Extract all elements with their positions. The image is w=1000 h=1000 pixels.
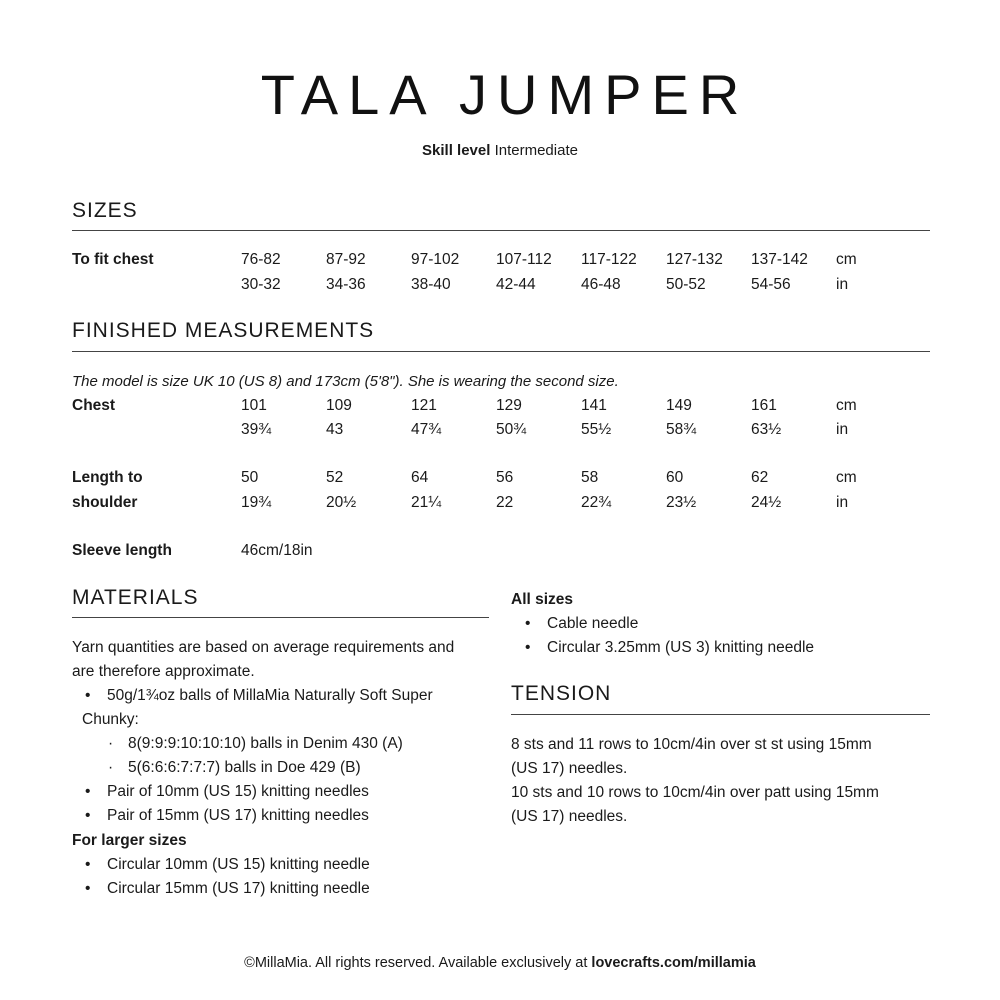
tension-line: 10 sts and 10 rows to 10cm/4in over patt using 15mm	[511, 784, 879, 801]
yarn-denim-item: · 8(9:9:9:10:10:10) balls in Denim 430 (A)	[128, 732, 403, 756]
size-cm-cell: 76-82	[241, 251, 281, 268]
chest-in-cell: 58¾	[666, 421, 697, 438]
size-in-cell: 46-48	[581, 276, 621, 293]
chest-label: Chest	[72, 397, 116, 414]
chest-unit-cm: cm	[836, 397, 857, 414]
model-note: The model is size UK 10 (US 8) and 173cm (5'8"). She is wearing the second size.	[72, 373, 619, 390]
sleeve-length-label: Sleeve length	[72, 542, 172, 559]
length-cm-cell: 50	[241, 469, 259, 486]
to-fit-chest-label: To fit chest	[72, 251, 154, 268]
size-cm-cell: 87-92	[326, 251, 366, 268]
size-in-cell: 50-52	[666, 276, 706, 293]
yarn-doe-item: · 5(6:6:6:7:7:7) balls in Doe 429 (B)	[128, 756, 361, 780]
length-in-cell: 24½	[751, 494, 782, 511]
all-sizes-item: • Cable needle	[547, 612, 638, 636]
materials-divider	[72, 617, 489, 618]
chest-unit-in: in	[836, 421, 849, 438]
size-cm-cell: 97-102	[411, 251, 460, 268]
chest-in-cell: 43	[326, 421, 344, 438]
skill-level-value: Intermediate	[494, 142, 578, 159]
footer	[0, 955, 1000, 971]
chest-in-cell: 55½	[581, 421, 612, 438]
materials-intro-line1: Yarn quantities are based on average requirements and	[72, 639, 455, 656]
size-in-cell: 38-40	[411, 276, 451, 293]
chest-cm-cell: 149	[666, 397, 692, 414]
larger-size-item: • Circular 10mm (US 15) knitting needle	[107, 853, 370, 877]
chest-in-cell: 39¾	[241, 421, 272, 438]
size-cm-cell: 137-142	[751, 251, 808, 268]
chest-in-cell: 50¾	[496, 421, 527, 438]
length-label-line1: Length to	[72, 469, 143, 486]
sizes-unit-in: in	[836, 276, 849, 293]
needle-item: • Pair of 15mm (US 17) knitting needles	[107, 804, 369, 828]
length-cm-cell: 52	[326, 469, 344, 486]
larger-sizes-heading: For larger sizes	[72, 832, 187, 849]
copyright-text: ©MillaMia. All rights reserved. Available exclusively at	[244, 955, 592, 971]
size-cm-cell: 107-112	[496, 251, 552, 268]
chest-cm-cell: 141	[581, 397, 607, 414]
length-in-cell: 19¾	[241, 494, 272, 511]
length-in-cell: 22¾	[581, 494, 612, 511]
yarn-item-line2: Chunky:	[82, 711, 139, 728]
sizes-heading: SIZES	[72, 199, 138, 222]
length-cm-cell: 64	[411, 469, 429, 486]
finished-divider	[72, 351, 930, 352]
sleeve-length-value: 46cm/18in	[241, 542, 313, 559]
finished-measurements-heading: FINISHED MEASUREMENTS	[72, 319, 375, 342]
length-unit-in: in	[836, 494, 849, 511]
length-in-cell: 23½	[666, 494, 697, 511]
size-in-cell: 42-44	[496, 276, 536, 293]
tension-line: (US 17) needles.	[511, 808, 628, 825]
chest-cm-cell: 161	[751, 397, 777, 414]
chest-cm-cell: 101	[241, 397, 267, 414]
length-cm-cell: 60	[666, 469, 684, 486]
sizes-divider	[72, 230, 930, 231]
lovecrafts-link[interactable]: lovecrafts.com/millamia	[591, 955, 756, 971]
chest-in-cell: 63½	[751, 421, 782, 438]
larger-size-item: • Circular 15mm (US 17) knitting needle	[107, 877, 370, 901]
tension-line: 8 sts and 11 rows to 10cm/4in over st st using 15mm	[511, 736, 872, 753]
materials-heading: MATERIALS	[72, 586, 199, 609]
length-in-cell: 22	[496, 494, 514, 511]
length-cm-cell: 56	[496, 469, 514, 486]
length-cm-cell: 58	[581, 469, 599, 486]
tension-line: (US 17) needles.	[511, 760, 628, 777]
skill-level	[0, 142, 1000, 159]
size-cm-cell: 127-132	[666, 251, 723, 268]
tension-heading: TENSION	[511, 682, 612, 705]
needle-item: • Pair of 10mm (US 15) knitting needles	[107, 780, 369, 804]
size-in-cell: 34-36	[326, 276, 366, 293]
sizes-unit-cm: cm	[836, 251, 857, 268]
materials-intro-line2: are therefore approximate.	[72, 663, 255, 680]
chest-cm-cell: 109	[326, 397, 352, 414]
chest-cm-cell: 129	[496, 397, 522, 414]
size-cm-cell: 117-122	[581, 251, 637, 268]
size-in-cell: 54-56	[751, 276, 791, 293]
length-in-cell: 21¼	[411, 494, 442, 511]
all-sizes-heading: All sizes	[511, 591, 574, 608]
size-in-cell: 30-32	[241, 276, 281, 293]
length-label-line2: shoulder	[72, 494, 138, 511]
skill-level-label: Skill level	[422, 142, 491, 159]
chest-in-cell: 47¾	[411, 421, 442, 438]
length-in-cell: 20½	[326, 494, 357, 511]
tension-divider	[511, 714, 930, 715]
page-title: TALA JUMPER	[260, 63, 750, 126]
yarn-item-line1: • 50g/1¾oz balls of MillaMia Naturally Soft Super	[107, 684, 433, 708]
chest-cm-cell: 121	[411, 397, 437, 414]
length-unit-cm: cm	[836, 469, 857, 486]
all-sizes-item: • Circular 3.25mm (US 3) knitting needle	[547, 636, 814, 660]
length-cm-cell: 62	[751, 469, 769, 486]
